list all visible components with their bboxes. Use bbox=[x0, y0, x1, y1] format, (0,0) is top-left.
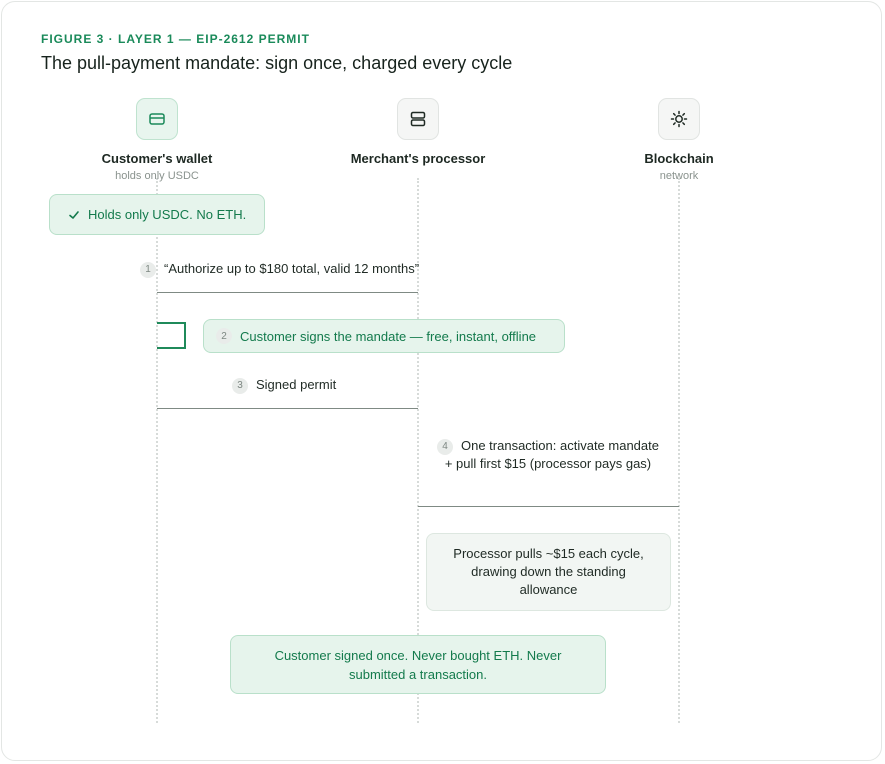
step-1-text: “Authorize up to $180 total, valid 12 months” bbox=[164, 261, 420, 276]
holds-note-text: Holds only USDC. No ETH. bbox=[88, 207, 247, 222]
actor-customer-sub: holds only USDC bbox=[115, 170, 199, 182]
step-3-message bbox=[232, 377, 336, 394]
step-3-text: Signed permit bbox=[256, 377, 337, 392]
step-2-note bbox=[203, 319, 565, 353]
step-3-arrow bbox=[157, 408, 418, 409]
step-4-badge: 4 bbox=[437, 439, 453, 455]
holds-note bbox=[49, 194, 265, 235]
pulls-note bbox=[426, 533, 671, 611]
step-1-message bbox=[140, 261, 419, 278]
step-1-badge: 1 bbox=[140, 262, 156, 278]
pulls-note-text: Processor pulls ~$15 each cycle, drawing down the standing allowance bbox=[453, 546, 644, 597]
server-icon bbox=[397, 98, 439, 140]
step-2-badge: 2 bbox=[216, 328, 232, 344]
step-4-arrow bbox=[418, 506, 679, 507]
actor-customer-name: Customer's wallet bbox=[101, 151, 213, 166]
step-4-text: One transaction: activate mandate + pull first $15 (processor pays gas) bbox=[444, 438, 659, 471]
actor-blockchain-name: Blockchain bbox=[644, 151, 714, 166]
lifeline-customer bbox=[156, 178, 158, 723]
wallet-icon bbox=[136, 98, 178, 140]
step-2-text: Customer signs the mandate — free, instant, offline bbox=[240, 328, 537, 344]
figure-eyebrow: FIGURE 3 · LAYER 1 — EIP-2612 PERMIT bbox=[41, 32, 310, 46]
summary-note-text: Customer signed once. Never bought ETH. Never submitted a transaction. bbox=[274, 647, 562, 682]
check-icon bbox=[68, 209, 80, 221]
sun-icon bbox=[658, 98, 700, 140]
step-1-arrow bbox=[157, 292, 418, 293]
actor-blockchain-sub: network bbox=[659, 170, 699, 182]
step-4-message bbox=[432, 437, 664, 473]
summary-note bbox=[230, 635, 606, 694]
lifeline-blockchain bbox=[678, 178, 680, 723]
actor-processor-name: Merchant's processor bbox=[350, 151, 486, 166]
step-2-self-loop bbox=[157, 322, 186, 349]
figure-title: The pull-payment mandate: sign once, charged every cycle bbox=[41, 53, 513, 73]
step-3-badge: 3 bbox=[232, 378, 248, 394]
